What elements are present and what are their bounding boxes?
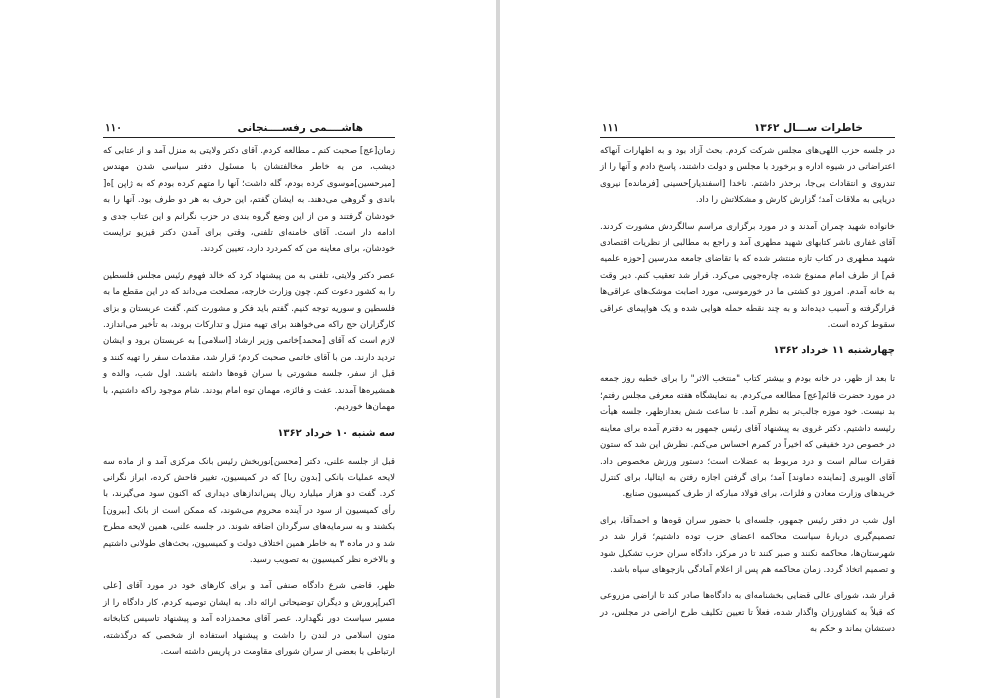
paragraph: عصر دکتر ولایتی، تلفنی به من پیشنهاد کرد که خالد فهوم رئیس مجلس فلسطین را به کشور دعوت کنم. چون وزارت خارجه، مصلحت می‌داند که در این مقطع ما به فلسطین و سوریه توجه کنیم. گفتم باید فکر و مشورت کنم. گفت عربستان و بزای کارگزاران حج راکه می‌خواهند برای تهیه منزل و تدارکات بروند، به تأخیر می‌اندازد. لازم است که آقای [محمد]خاتمی وزیر ارشاد [اسلامی] به عربستان برود و ایشان تردید دارند. من با آقای خاتمی صحبت کردم؛ قرار شد، مقدمات سفر را تهیه کنند و قبل از سفر، جلسه مشورتی با سران قوه‌ها داشته باشند. اول شب، والده و همشیره‌ها آمدند. عفت و فائزه، مهمان توه امام بودند. شام موجود راکه داشتیم، با مهمان‌ها خوردیم. [103, 270, 395, 413]
paragraph: اول شب در دفتر رئیس جمهور، جلسه‌ای با حضور سران قوه‌ها و احمدآقا، برای تصمیم‌گیری دربارهٔ سیاست محاکمه اعضای حزب توده داشتیم؛ قرار شد در شهرستان‌ها، محاکمه نکنند و صبر کنند تا در مرکز، دادگاه سران حزب تشکیل شود و تصمیم اتخاذ گردد. زمان محاکمه هم پس از اعلام آمادگی بازجوهای سپاه باشد. [600, 515, 895, 575]
paragraph: در جلسه حزب اللهی‌های مجلس شرکت کردم. بحث آزاد بود و به اظهارات آنهاکه اعتراضاتی در شیوه اداره و برخورد با مجلس و دولت داشتند، پاسخ دادم و آنها را از تندروی و انتقادات بی‌جا، برحذر داشتم. ناخدا [اسفندیار]حسینی [فرمانده] نیروی دریایی به ملاقات آمد؛ گزارش کارش و مشکلاتش را داد. [600, 146, 895, 206]
paragraph: زمان[عج] صحبت کنم ـ مطالعه کردم. آقای دکتر ولایتی به منزل آمد و از عتابی که دیشب، من به خاطر مخالفتشان با مسئول دفتر سیاسی شدن مهندس [میرحسین]موسوی کرده بودم، گله داشت؛ آنها را متهم کرده بودم که به ژاپن ]ه[ باندی و گروهی می‌دهند. به ایشان گفتم، این حرف به هر دو طرف بود. آنها را به خودشان گرفتند و من از این وضع گروه بندی در حزب نگرانم و این عتاب جدی و ادامه دار است. آقای خامنه‌ای تلفنی، وقتی برای آمدن دکتر قیزیو ترایست خودشان، برای معاینه من که کمردرد دارد، تعیین کردند. [103, 146, 395, 255]
paragraph: خانواده شهید چمران آمدند و در مورد برگزاری مراسم سالگردش مشورت کردند. آقای غفاری ناشر کتابهای شهید مطهری آمد و راجع به مطالبی از نظریات اقتصادی شهید مطهری در کتاب تازه منتشر شده که با تقاضای جامعه مدرسین [حوزه علمیه قم] از طرف امام ممنوع شده، چاره‌جویی می‌کرد. قرار شد تعقیب کنم. دیر وقت به خانه آمدم. امروز دو کشتی ما در خورموسی، مورد اصابت موشک‌های عراقی‌ها قرارگرفته و آسیب دیده‌اند و به چند نقطه حمله هوایی شده و یک هواپیمای عراقی سقوط کرده است. [600, 221, 895, 331]
running-title: خاطرات ســـال ۱۳۶۲ [753, 122, 863, 134]
date-heading: چهارشنبه ۱۱ خرداد ۱۳۶۲ [773, 345, 895, 357]
page-body [600, 143, 895, 648]
running-title: هاشــــمی رفســــنجانی [237, 122, 363, 134]
date-heading: سه شنبه ۱۰ خرداد ۱۳۶۲ [277, 427, 395, 439]
left-page [0, 0, 496, 698]
page-body [103, 143, 395, 670]
paragraph: قرار شد، شورای عالی قضایی بخشنامه‌ای به دادگاه‌ها صادر کند تا اراضی مزروعی که قبلاً به کشاورزان واگذار شده، فعلاً تا تعیین تکلیف طرح اراضی در مجلس، در دستشان بماند و حکم به [600, 591, 895, 635]
running-header [600, 121, 895, 138]
right-page [500, 0, 997, 698]
running-header [103, 121, 395, 138]
paragraph: ظهر، قاضی شرع دادگاه صنفی آمد و برای کارهای خود در مورد آقای [علی اکبر]پرورش و دیگران توضیحاتی ارائه داد. به ایشان توصیه کردم، کار دادگاه را از مسیر سیاست دور نگهدارد. عصر آقای محمدزاده آمد و پیشنهاد تاسیس کتابخانه متون اسلامی در لندن را داشت و پیشنهاد استفاده از شخصی که درگذشته، ارتباطی با بعضی از سران شورای مقاومت در پاریس داشته است. [103, 581, 395, 657]
page-number: ۱۱۱ [602, 122, 619, 134]
paragraph: تا بعد از ظهر، در خانه بودم و بیشتر کتاب "منتخب الاثر" را برای خطبه روز جمعه در مورد حضرت قائم[عج] مطالعه می‌کردم. به نمایشگاه هفته معرفی مجلس رفتم؛ بد نیست. خود موزه جالب‌تر به نظرم آمد. تا ساعت شش بعدازظهر، جلسه هیأت رئیسه داشتیم. دکتر غروی به پیشنهاد آقای رئیس جمهور به دفترم آمده برای معاینه در خصوص درد خفیفی که اخیراً در کمرم احساس می‌کنم. نظرش این شد که ستون فقرات سالم است و درد مربوط به عضلات است؛ دستور ورزش مخصوص داد. آقای الوبیری [نماینده دماوند] آمد؛ برای گرفتن اجازه رفتن به ایتالیا، برای کنترل خریدهای وزارت معادن و فلزات، برای فولاد مبارکه از طرف کمیسیون صنایع. [600, 374, 895, 500]
paragraph: قبل از جلسه علنی، دکتر [محسن]نوربخش رئیس بانک مرکزی آمد و از ماده سه لایحه عملیات بانکی [بدون ربا] که در کمیسیون، تغییر فاحش کرده، ابراز نگرانی کرد. گفت دو هزار میلیارد ریال پس‌اندازهای دیداری که اکنون سود می‌گیرند، با رأی کمیسیون از سود در آینده محروم می‌شوند، که ممکن است از بانک [بیرون] بکشند و به سرمایه‌های سرگردان اضافه شوند. در جلسه علنی، همین لایحه مطرح شد و در ماده ۳ به خاطر همین اختلاف دولت و کمیسیون، بحث‌های طولانی داشتیم و بالاخره نظر کمیسیون به تصویب رسید. [103, 456, 395, 565]
page-number: ۱۱۰ [105, 122, 122, 134]
